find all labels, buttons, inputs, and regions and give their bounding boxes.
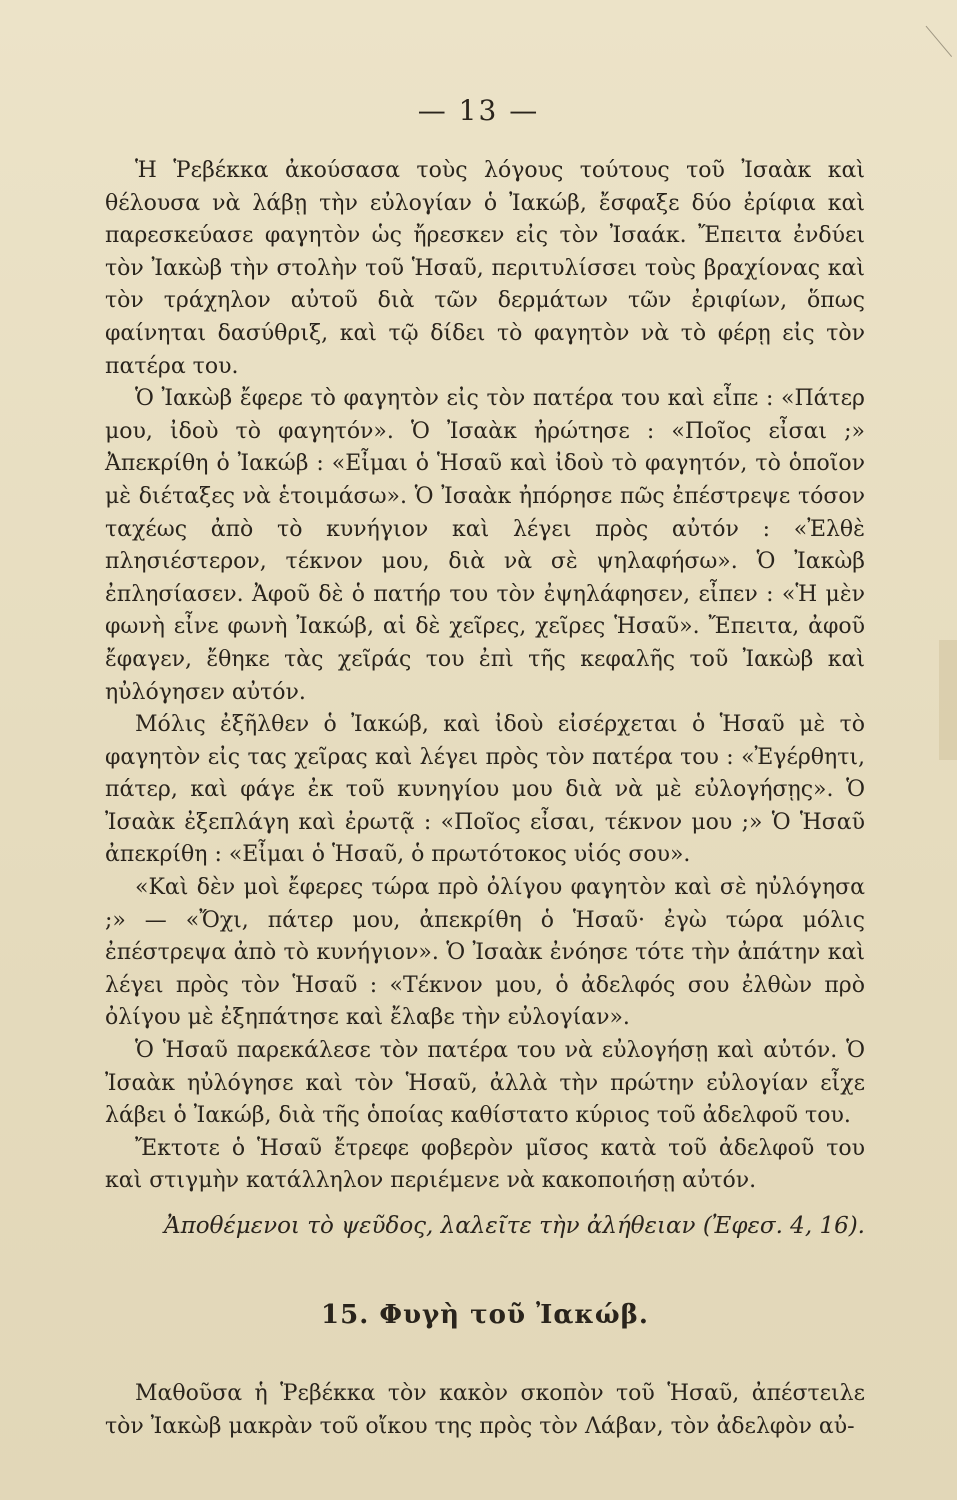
paragraph: Μόλις ἐξῆλθεν ὁ Ἰακώβ, καὶ ἰδοὺ εἰσέρχεται ὁ Ἡσαῦ μὲ τὸ φαγητὸν εἰς τας χεῖρας καὶ λέγει πρὸς τὸν πατέρα του : «Ἐγέρθητι, πάτερ, καὶ φάγε ἐκ τοῦ κυνηγίου μου διὰ νὰ μὲ εὐλογήσῃς». Ὁ Ἰσαὰκ ἐξεπλάγη καὶ ἐρωτᾷ : «Ποῖος εἶσαι, τέκνον μου ;» Ὁ Ἡσαῦ ἀπεκρίθη : «Εἶμαι ὁ Ἡσαῦ, ὁ πρωτότοκος υἱός σου». (105, 712, 865, 868)
paragraph: Ὁ Ἡσαῦ παρεκάλεσε τὸν πατέρα του νὰ εὐλογήσῃ καὶ αὐτόν. Ὁ Ἰσαὰκ ηὐλόγησε καὶ τὸν Ἡσαῦ, ἀλλὰ τὴν πρώτην εὐλογίαν εἶχε λάβει ὁ Ἰακώβ, διὰ τῆς ὁποίας καθίστατο κύριος τοῦ ἀδελφοῦ του. (105, 1038, 865, 1129)
paragraph: Ὁ Ἰακὼβ ἔφερε τὸ φαγητὸν εἰς τὸν πατέρα του καὶ εἶπε : «Πάτερ μου, ἰδοὺ τὸ φαγητόν». Ὁ Ἰσαὰκ ἠρώτησε : «Ποῖος εἶσαι ;» Ἀπεκρίθη ὁ Ἰακώβ : «Εἶμαι ὁ Ἡσαῦ καὶ ἰδοὺ τὸ φαγητόν, τὸ ὁποῖον μὲ διέταξες νὰ ἑτοιμάσω». Ὁ Ἰσαὰκ ἠπόρησε πῶς ἐπέστρεψε τόσον ταχέως ἀπὸ τὸ κυνήγιον καὶ λέγει πρὸς αὐτόν : «Ἐλθὲ πλησιέστερον, τέκνον μου, διὰ νὰ σὲ ψηλαφήσω». Ὁ Ἰακὼβ ἐπλησίασεν. Ἀφοῦ δὲ ὁ πατήρ του τὸν ἐψηλάφησεν, εἶπεν : «Ἡ μὲν φωνὴ εἶνε φωνὴ Ἰακώβ, αἱ δὲ χεῖρες, χεῖρες Ἡσαῦ». Ἔπειτα, ἀφοῦ ἔφαγεν, ἔθηκε τὰς χεῖράς του ἐπὶ τῆς κεφαλῆς τοῦ Ἰακὼβ καὶ ηὐλόγησεν αὐτόν. (105, 386, 865, 705)
section-number: 15. (321, 1300, 370, 1330)
paragraph: Μαθοῦσα ἡ Ῥεβέκκα τὸν κακὸν σκοπὸν τοῦ Ἡσαῦ, ἀπέστειλε τὸν Ἰακὼβ μακρὰν τοῦ οἴκου της πρὸς τὸν Λάβαν, τὸν ἀδελφὸν αὐ- (105, 1381, 865, 1439)
paragraph: Ἔκτοτε ὁ Ἡσαῦ ἔτρεφε φοβερὸν μῖσος κατὰ τοῦ ἀδελφοῦ του καὶ στιγμὴν κατάλληλον περιέμενε νὰ κακοποιήσῃ αὐτόν. (105, 1135, 865, 1194)
section-title: Φυγὴ τοῦ Ἰακώβ. (379, 1300, 649, 1330)
page-edge-stain (939, 640, 957, 760)
paragraph: «Καὶ δὲν μοὶ ἔφερες τώρα πρὸ ὀλίγου φαγητὸν καὶ σὲ ηὐλόγησα ;» — «Ὄχι, πάτερ μου, ἀπεκρίθη ὁ Ἡσαῦ· ἐγὼ τώρα μόλις ἐπέστρεψα ἀπὸ τὸ κυνήγιον». Ὁ Ἰσαὰκ ἐνόησε τότε τὴν ἀπάτην καὶ λέγει πρὸς τὸν Ἡσαῦ : «Τέκνον μου, ὁ ἀδελφός σου ἐλθὼν πρὸ ὀλίγου μὲ ἐξηπάτησε καὶ ἔλαβε τὴν εὐλογίαν». (105, 875, 865, 1031)
paragraph: Ἡ Ῥεβέκκα ἀκούσασα τοὺς λόγους τούτους τοῦ Ἰσαὰκ καὶ θέλουσα νὰ λάβῃ τὴν εὐλογίαν ὁ Ἰακώβ, ἔσφαξε δύο ἐρίφια καὶ παρεσκεύασε φαγητὸν ὡς ἤρεσκεν εἰς τὸν Ἰσαάκ. Ἔπειτα ἐνδύει τὸν Ἰακὼβ τὴν στολὴν τοῦ Ἡσαῦ, περιτυλίσσει τοὺς βραχίονας καὶ τὸν τράχηλον αὐτοῦ διὰ τῶν δερμάτων τῶν ἐριφίων, ὅπως φαίνηται δασύθριξ, καὶ τῷ δίδει τὸ φαγητὸν νὰ τὸ φέρῃ εἰς τὸν πατέρα του. (105, 158, 865, 379)
page-number: — 13 — (417, 94, 540, 127)
section-heading (105, 1300, 865, 1330)
page-corner-mark (926, 0, 957, 57)
scripture-quote: Ἀποθέμενοι τὸ ψεῦδος, λαλεῖτε τὴν ἀλήθειαν (Ἐφεσ. 4, 16). (164, 1213, 865, 1239)
body-text (105, 155, 865, 1443)
